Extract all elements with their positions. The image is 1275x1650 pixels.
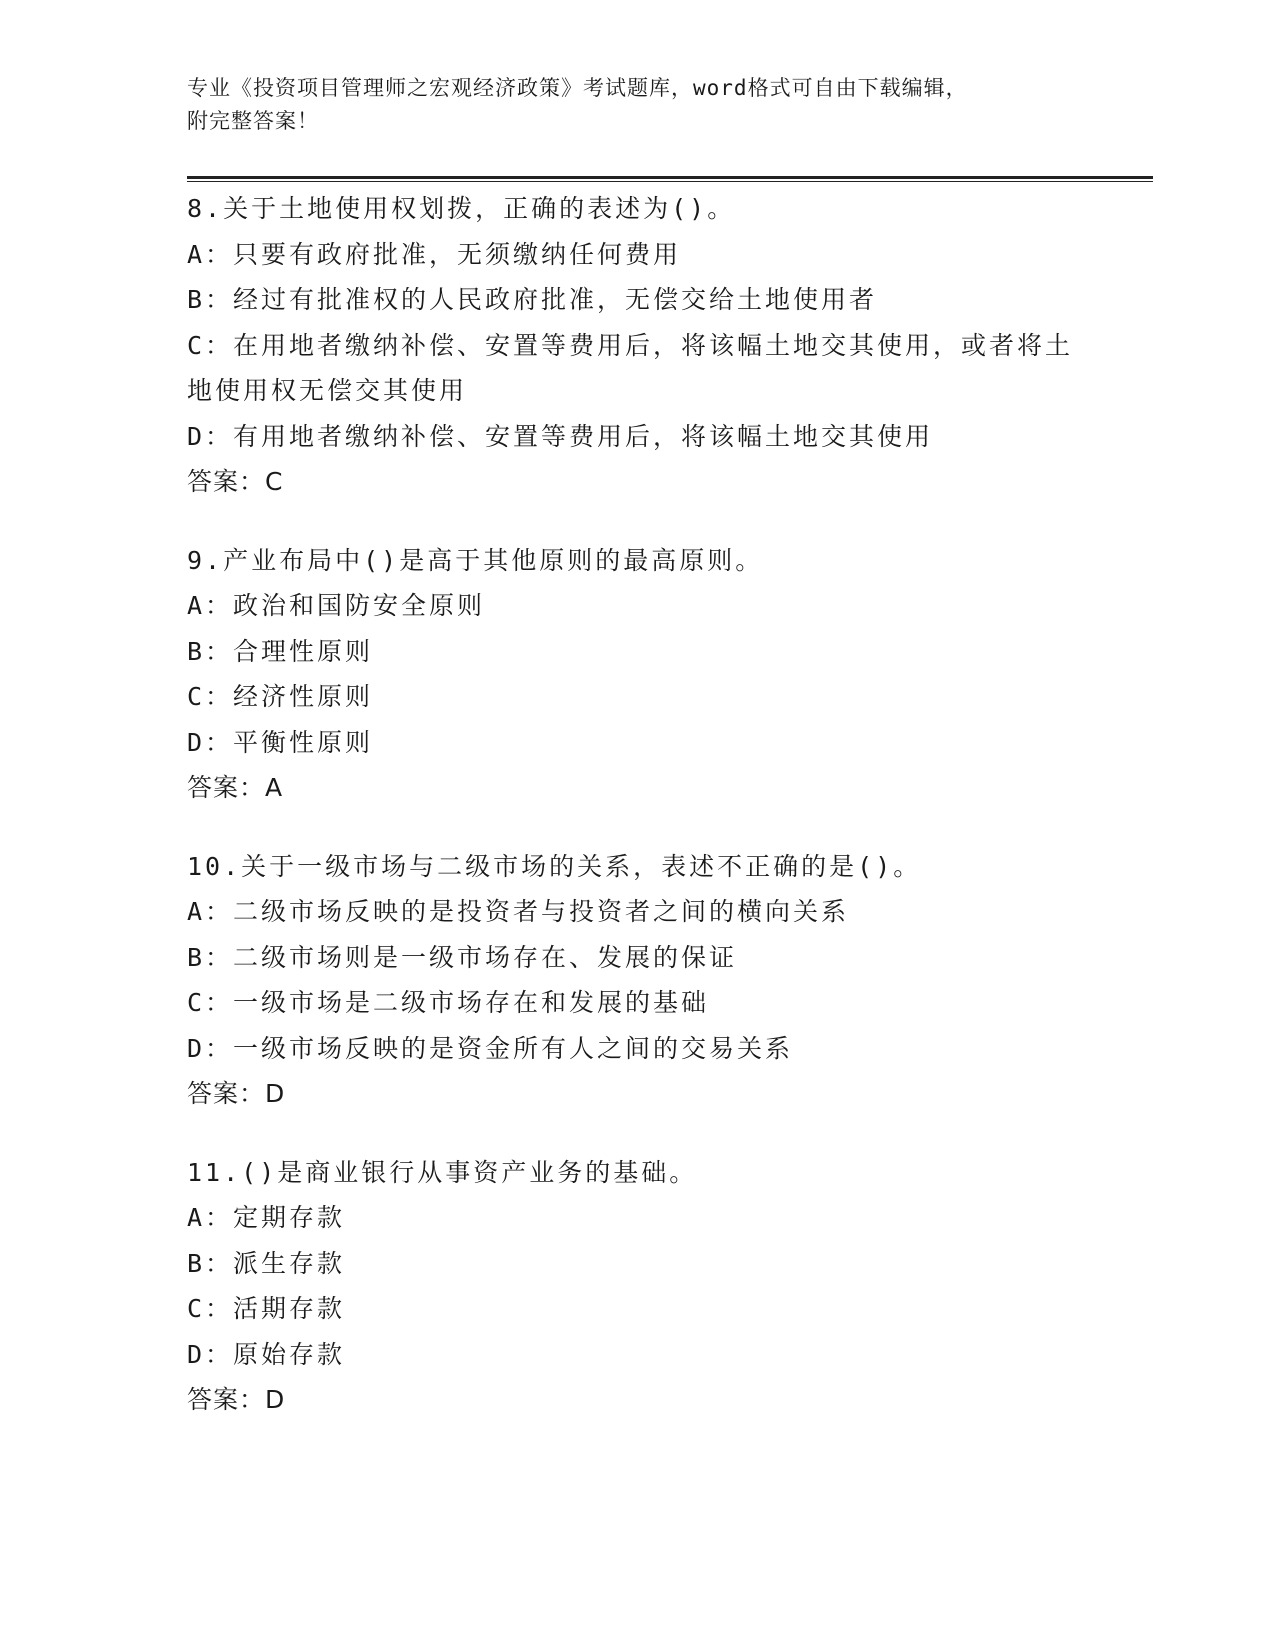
option-d: D：一级市场反映的是资金所有人之间的交易关系	[187, 1033, 794, 1063]
question-item	[187, 538, 1087, 811]
header-divider-thin	[187, 181, 1153, 182]
question-item	[187, 186, 1087, 505]
answer-line: 答案：D	[187, 1385, 286, 1414]
question-list	[187, 186, 1087, 1456]
option-c: C：在用地者缴纳补偿、安置等费用后，将该幅土地交其使用，或者将土地使用权无偿交其使用	[187, 330, 1074, 405]
option-a: A：二级市场反映的是投资者与投资者之间的横向关系	[187, 897, 850, 926]
option-c: C：经济性原则	[187, 682, 374, 711]
option-a: A：只要有政府批准，无须缴纳任何费用	[187, 239, 682, 269]
answer-line: 答案：C	[187, 467, 284, 496]
question-stem: 10.关于一级市场与二级市场的关系，表述不正确的是()。	[187, 851, 922, 881]
document-header	[187, 72, 1067, 138]
option-c: C：一级市场是二级市场存在和发展的基础	[187, 988, 710, 1017]
answer-line: 答案：D	[187, 1079, 286, 1108]
question-stem: 9.产业布局中()是高于其他原则的最高原则。	[187, 545, 764, 575]
header-line-2: 附完整答案！	[187, 109, 319, 133]
option-a: A：定期存款	[187, 1203, 346, 1232]
option-d: D：原始存款	[187, 1339, 346, 1369]
question-stem: 8.关于土地使用权划拨，正确的表述为()。	[187, 194, 736, 223]
option-d: D：有用地者缴纳补偿、安置等费用后，将该幅土地交其使用	[187, 421, 934, 451]
header-divider-thick	[187, 176, 1153, 179]
question-item	[187, 1150, 1087, 1423]
option-b: B：合理性原则	[187, 636, 374, 666]
question-item	[187, 844, 1087, 1117]
answer-line: 答案：A	[187, 773, 284, 802]
option-d: D：平衡性原则	[187, 727, 374, 757]
option-b: B：二级市场则是一级市场存在、发展的保证	[187, 942, 738, 972]
question-stem: 11.()是商业银行从事资产业务的基础。	[187, 1157, 698, 1187]
option-c: C：活期存款	[187, 1294, 346, 1323]
option-b: B：派生存款	[187, 1248, 346, 1278]
option-b: B：经过有批准权的人民政府批准，无偿交给土地使用者	[187, 285, 878, 314]
header-line-1: 专业《投资项目管理师之宏观经济政策》考试题库，word格式可自由下载编辑，	[187, 76, 968, 100]
option-a: A：政治和国防安全原则	[187, 591, 486, 620]
